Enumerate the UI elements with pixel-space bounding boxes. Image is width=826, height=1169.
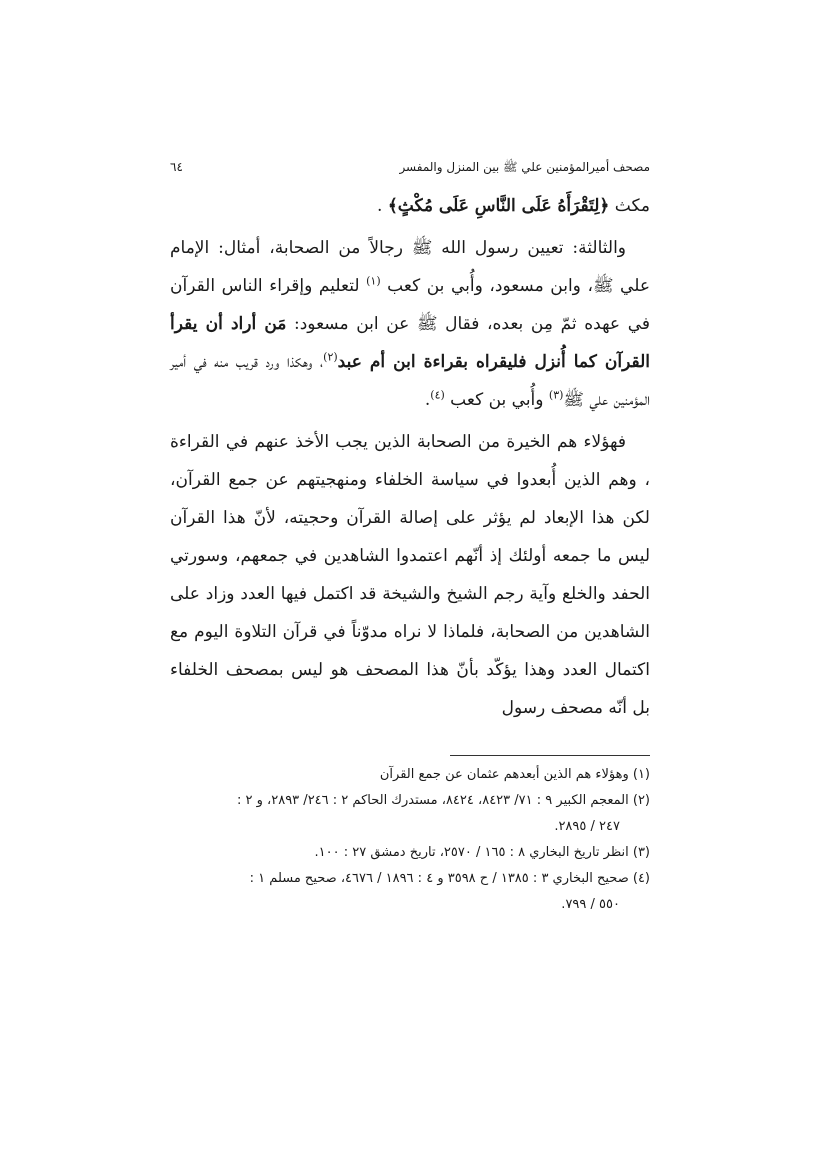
p2-part-b: لتعليم وإقراء الناس القرآن في عهده ثمّ مِن بعده، فقال ﷺ عن ابن مسعود: bbox=[170, 276, 651, 334]
footnote-2: (٢) المعجم الكبير ٩ : ٧١/ ٨٤٢٣، ٨٤٢٤، مستدرك الحاكم ٢ : ٢٤٦/ ٢٨٩٣، و ٢ : bbox=[236, 793, 650, 808]
p2-part-a: والثالثة: تعيين رسول الله ﷺ رجالاً من الصحابة، أمثال: الإمام علي ﷺ، وابن مسعود، وأُبي بن كعب bbox=[170, 238, 650, 296]
footnote-1: (١) وهؤلاء هم الذين أبعدهم عثمان عن جمع القرآن bbox=[379, 767, 650, 782]
main-text bbox=[170, 187, 650, 727]
running-title: مصحف أميرالمؤمنين علي ﷺ بين المنزل والمفسر bbox=[399, 160, 650, 174]
book-page bbox=[170, 160, 650, 918]
footnote-4: (٤) صحيح البخاري ٣ : ١٣٨٥ / ح ٣٥٩٨ و ٤ : ١٨٩٦ / ٤٦٧٦، صحيح مسلم ١ : bbox=[249, 871, 650, 886]
p2-part-e: . bbox=[424, 390, 431, 410]
hadith-quote: مَن أراد أن يقرأ القرآن كما أُنزل فليقراه بقراءة ابن أم عبد bbox=[170, 314, 650, 372]
footnote-ref-1[interactable]: (١) bbox=[366, 274, 381, 288]
footnotes bbox=[170, 762, 650, 918]
quran-verse: ﴿لِتَقْرَأَهُ عَلَى النَّاسِ عَلَى مُكْثٍ﴾ bbox=[387, 196, 610, 216]
p1-suffix: . bbox=[377, 196, 388, 216]
running-header bbox=[170, 160, 650, 177]
paragraph-3: فهؤلاء هم الخيرة من الصحابة الذين يجب الأخذ عنهم في القراءة ، وهم الذين أُبعدوا في سياسة الخلفاء ومنهجيتهم عن جمع القرآن، لكن هذا الإبعاد لم يؤثر على إصالة القرآن وحجيته، لأنّ هذا القرآن ليس ما جمعه أولئك إذ أنّهم اعتمدوا الشاهدين في جمعهم، وسورتي الحفد والخلع وآية رجم الشيخ والشيخة قد اكتمل فيها العدد وزاد على الشاهدين من الصحابة، فلماذا لا نراه مدوّناً في قرآن التلاوة اليوم مع اكتمال العدد وهذا يؤكّد بأنّ هذا المصحف هو ليس بمصحف الخلفاء بل أنّه مصحف رسول bbox=[170, 432, 650, 718]
paragraph-2 bbox=[170, 229, 650, 419]
footnote-divider bbox=[450, 755, 650, 756]
footnote-2-continued: ٢٤٧ / ٢٨٩٥. bbox=[554, 819, 620, 834]
p1-prefix: مكث bbox=[609, 196, 650, 216]
p2-part-d: وأُبي بن كعب bbox=[444, 390, 549, 410]
p2-part-c: ، وهكذا ورد قريب منه في أمير المؤمنين علي ﷺ bbox=[170, 352, 650, 410]
footnote-4-continued: ٥٥٠ / ٧٩٩. bbox=[561, 897, 620, 912]
footnote-ref-2[interactable]: (٢) bbox=[323, 350, 338, 364]
page-number: ٦٤ bbox=[170, 160, 183, 174]
footnote-3: (٣) انظر تاريخ البخاري ٨ : ١٦٥ / ٢٥٧٠، تاريخ دمشق ٢٧ : ١٠٠. bbox=[314, 845, 650, 860]
paragraph-1 bbox=[170, 187, 650, 225]
footnote-ref-3[interactable]: (٣) bbox=[548, 388, 564, 402]
footnote-ref-4[interactable]: (٤) bbox=[430, 388, 445, 402]
